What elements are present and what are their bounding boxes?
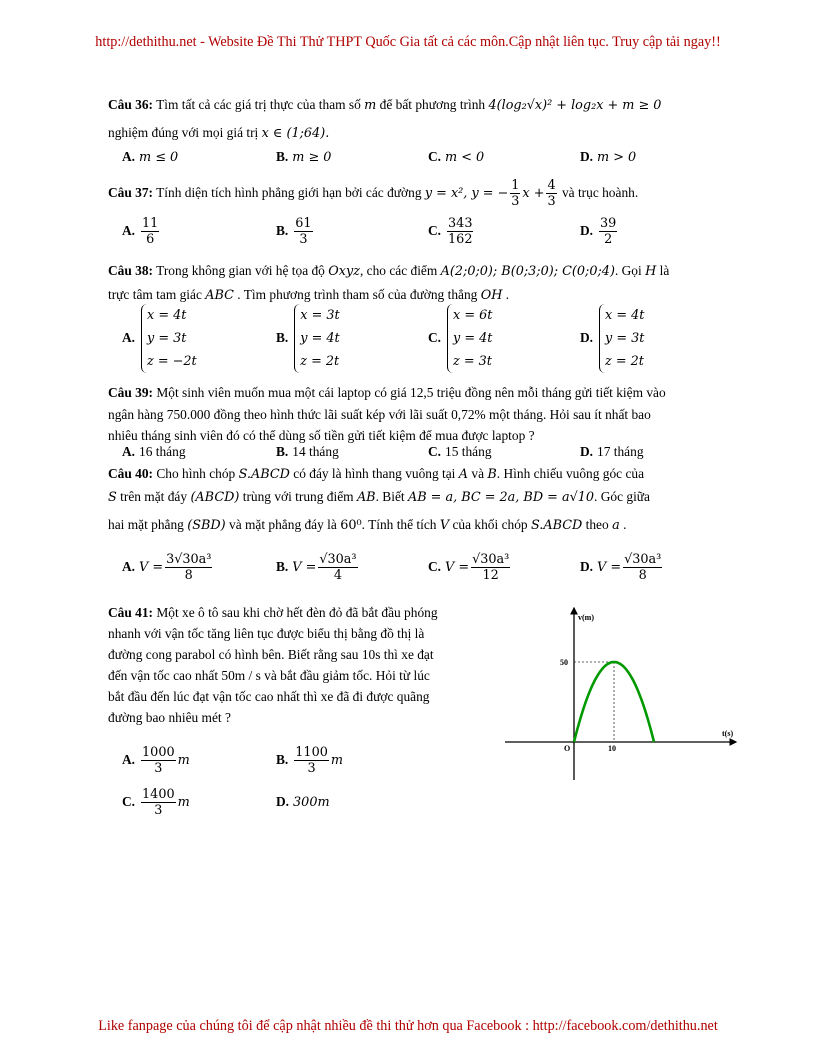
- q39-option-a: A. 16 tháng: [122, 444, 186, 459]
- q38-points: A(2;0;0); B(0;3;0); C(0;0;4): [440, 264, 615, 279]
- q39-line1-text: Một sinh viên muốn mua một cái laptop có giá 12,5 triệu đồng nên mỗi tháng gửi tiết kiệm vào: [156, 385, 666, 400]
- q39-line2: ngân hàng 750.000 đồng theo hình thức lãi suất kép với lãi suất 0,72% một tháng. Hỏi sau ít nhất bao: [108, 407, 651, 422]
- q38-text2: , cho các điểm: [359, 263, 438, 278]
- q40-avar: a: [612, 518, 620, 533]
- page-footer-link[interactable]: Like fanpage của chúng tôi để cập nhật nhiều đề thi thử hơn qua Facebook : http://facebook.com/dethithu.net: [98, 1018, 718, 1034]
- q38-line2c: .: [505, 287, 510, 302]
- q40-option-a: A. V = $\frac{\text{3√30a³}}{8}$: [122, 552, 212, 584]
- q40-line1c: . Hình chiếu vuông góc của: [496, 466, 645, 481]
- q40-sabcd-2: S.ABCD: [530, 518, 583, 533]
- q38-abc: ABC: [205, 288, 234, 303]
- q38-option-c: C. x = 6t y = 4t z = 3t: [428, 304, 492, 373]
- q37-option-b: B. $\frac{61}{3}$: [276, 216, 312, 248]
- q37-option-a: A. $\frac{11}{6}$: [122, 216, 159, 248]
- q40-sbd: (SBD): [187, 518, 226, 533]
- q36-inequality: 4(log₂√x)² + log₂x + m ≥ 0: [488, 98, 662, 113]
- q40-b: B: [487, 467, 497, 482]
- q40-line1a: Cho hình chóp: [156, 466, 236, 481]
- q41-line1-text: Một xe ô tô sau khi chờ hết đèn đỏ đã bắt đầu phóng: [156, 605, 438, 620]
- q37-label: Câu 37:: [108, 185, 154, 200]
- q38-line1: [108, 262, 669, 281]
- q40-label: Câu 40:: [108, 466, 154, 481]
- page-header-link[interactable]: http://dethithu.net - Website Đề Thi Thử THPT Quốc Gia tất cả các môn.Cập nhật liên tục. Truy cập tải ngay!!: [95, 34, 721, 50]
- q40-line2: [108, 488, 650, 507]
- q36-line2-text: nghiệm đúng với mọi giá trị: [108, 125, 259, 140]
- q37-eq-left: y = x², y = −: [424, 186, 509, 201]
- q36-text1: Tìm tất cả các giá trị thực của tham số: [156, 97, 361, 112]
- q40-and: và: [471, 466, 485, 481]
- q36-line1: [108, 96, 661, 115]
- q41-option-b: B. $\frac{1100}{3}$ m: [276, 745, 343, 777]
- q36-option-a: A. m ≤ 0: [122, 149, 179, 165]
- q37-eq-mid: x +: [522, 186, 545, 201]
- q40-line3c: . Tính thể tích: [361, 517, 437, 532]
- q38-option-d: D. x = 4t y = 3t z = 2t: [580, 304, 644, 373]
- q41-label: Câu 41:: [108, 605, 154, 620]
- q36-option-c: C. m < 0: [428, 149, 485, 165]
- q41-line5: bắt đầu đến lúc đạt vận tốc cao nhất thì xe đã đi được quãng: [108, 689, 430, 704]
- origin-label: O: [564, 744, 571, 753]
- q40-abcd: (ABCD): [190, 490, 240, 505]
- y-axis-label: v(m): [578, 613, 594, 622]
- q39-line3: nhiêu tháng sinh viên đó có thể dùng số tiền gửi tiết kiệm để mua được laptop ?: [108, 428, 535, 443]
- q40-line2a: trên mặt đáy: [120, 489, 188, 504]
- q39-option-c: C. 15 tháng: [428, 444, 492, 459]
- q40-line3e: theo: [585, 517, 609, 532]
- q36-label: Câu 36:: [108, 97, 154, 112]
- q41-option-c: C. $\frac{1400}{3}$ m: [122, 787, 190, 819]
- q41-option-a: A. $\frac{1000}{3}$ m: [122, 745, 190, 777]
- q37-option-c: C. $\frac{343}{162}$: [428, 216, 473, 248]
- q40-option-b: B. V = $\frac{\text{√30a³}}{4}$: [276, 552, 357, 584]
- q37-text2: và trục hoành.: [561, 185, 639, 200]
- peak-t-label: 10: [608, 744, 616, 753]
- q40-line2b: trùng với trung điểm: [242, 489, 354, 504]
- q40-line1b: có đáy là hình thang vuông tại: [293, 466, 456, 481]
- q40-line3b: và mặt phẳng đáy là: [229, 517, 337, 532]
- q36-var-m: m: [364, 98, 377, 113]
- q39-option-d: D. 17 tháng: [580, 444, 644, 459]
- velocity-graph: [500, 600, 745, 785]
- q40-line3d: của khối chóp: [452, 517, 528, 532]
- q37-fraction-1: $\frac{1}{3}$: [511, 178, 520, 210]
- q40-a: A: [458, 467, 469, 482]
- q38-label: Câu 38:: [108, 263, 154, 278]
- q38-text4: là: [659, 263, 670, 278]
- q40-given: AB = a, BC = 2a, BD = a√10: [407, 490, 595, 505]
- q41-line3: đường cong parabol có hình bên. Biết rằng sau 10s thì xe đạt: [108, 647, 434, 662]
- x-axis-label: t(s): [722, 729, 734, 738]
- q41-line4: đến vận tốc cao nhất 50m / s và bắt đầu giảm tốc. Hỏi từ lúc: [108, 668, 430, 683]
- q36-option-b: B. m ≥ 0: [276, 149, 332, 165]
- q40-s: S: [108, 490, 117, 505]
- q40-option-d: D. V = $\frac{\text{√30a³}}{8}$: [580, 552, 662, 584]
- q36-option-d: D. m > 0: [580, 149, 637, 165]
- q37-text1: Tính diện tích hình phẳng giới hạn bởi các đường: [156, 185, 422, 200]
- q39-option-b: B. 14 tháng: [276, 444, 339, 459]
- q40-line2c: . Biết: [375, 489, 405, 504]
- q40-ab: AB: [356, 490, 376, 505]
- q41-option-d: D. 300m: [276, 794, 330, 810]
- q40-v: V: [439, 518, 450, 533]
- q36-domain: x ∈ (1;64).: [261, 126, 330, 141]
- q40-line3f: .: [623, 517, 627, 532]
- q41-line2: nhanh với vận tốc tăng liên tục được biểu thị bằng đồ thị là: [108, 626, 425, 641]
- q39-line1: [108, 384, 666, 402]
- q40-angle: 60⁰: [340, 518, 362, 533]
- q40-line2d: . Góc giữa: [594, 489, 650, 504]
- peak-v-label: 50: [560, 658, 568, 667]
- q39-label: Câu 39:: [108, 385, 154, 400]
- q37-option-d: D. $\frac{39}{2}$: [580, 216, 617, 248]
- q38-line2b: . Tìm phương trình tham số của đường thẳng: [237, 287, 478, 302]
- q36-text2: để bất phương trình: [379, 97, 486, 112]
- q40-sabcd: S.ABCD: [238, 467, 290, 482]
- q40-option-c: C. V = $\frac{\text{√30a³}}{12}$: [428, 552, 510, 584]
- q36-line2: [108, 124, 329, 143]
- q38-line2: [108, 286, 509, 305]
- q40-line3a: hai mặt phẳng: [108, 517, 184, 532]
- q41-line1: [108, 604, 438, 622]
- q38-line2a: trực tâm tam giác: [108, 287, 202, 302]
- q38-text3: . Gọi: [614, 263, 642, 278]
- q37-fraction-2: $\frac{4}{3}$: [547, 178, 556, 210]
- q38-oxyz: Oxyz: [328, 264, 360, 279]
- q40-line1: [108, 465, 644, 484]
- q37-line1: [108, 176, 638, 211]
- q41-line6: đường bao nhiêu mét ?: [108, 710, 231, 725]
- q38-option-a: A. x = 4t y = 3t z = −2t: [122, 304, 197, 373]
- q40-line3: [108, 516, 626, 535]
- q38-option-b: B. x = 3t y = 4t z = 2t: [276, 304, 340, 373]
- q38-text1: Trong không gian với hệ tọa độ: [156, 263, 325, 278]
- q38-var-h: H: [645, 264, 657, 279]
- q38-oh: OH: [480, 288, 503, 303]
